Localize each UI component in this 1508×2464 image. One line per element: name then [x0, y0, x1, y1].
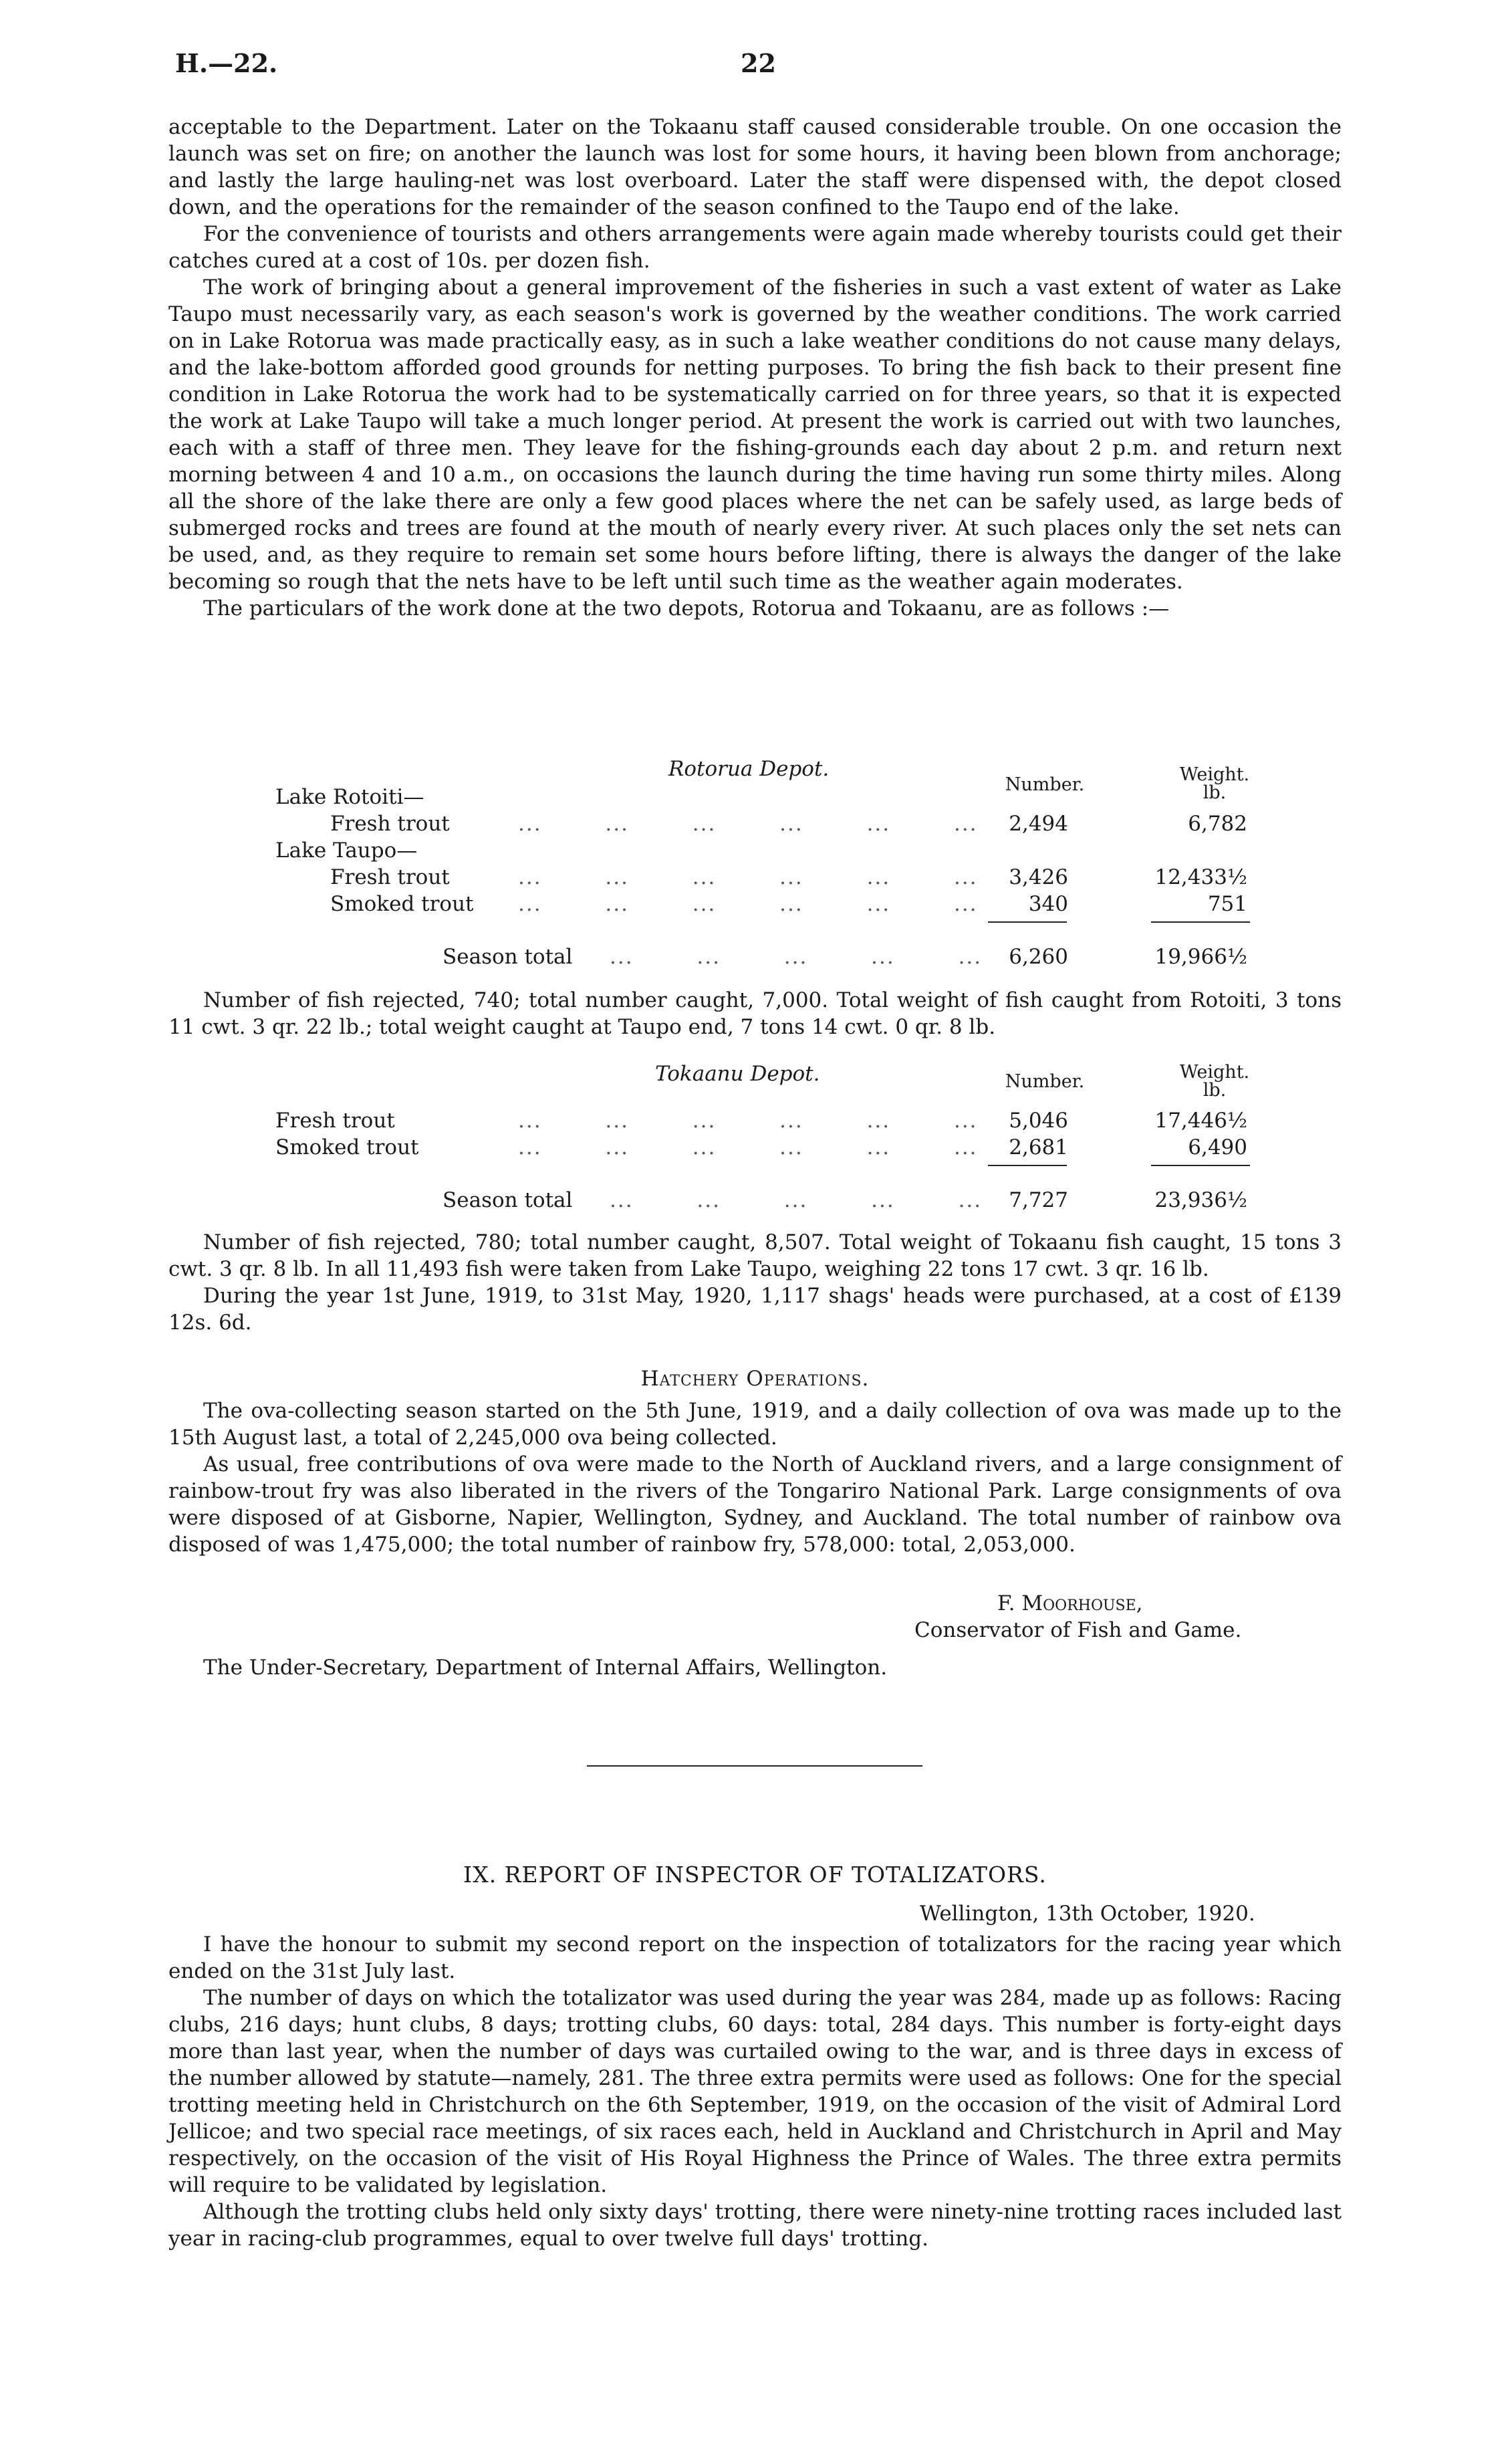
season-total-number: 6,260 — [1009, 945, 1068, 969]
row-weight: 12,433½ — [1154, 865, 1247, 889]
rotorua-number-header: Number. — [1005, 774, 1085, 795]
season-total-label: Season total — [443, 945, 573, 969]
document-page: H.—22. 22 acceptable to the Department. Later on the Tokaanu staff caused considerable trouble. On one occasion the launch was set on fire; on another the launch was lost for some hours, it having been blown from anchorage; and lastly the large hauling-net was lost overboard. Later the staff were dispensed with, the depot closed down, and the operations for the remainder of the season confined to the Taupo end of the lake. For the convenience of tourists and others arrangements were again made whereby tourists could get their catches cured at a cost of 10s. per dozen fish. The work of bringing about a general improvement of the fisheries in such a vast extent of water as Lake Taupo must necessarily vary, as each season's work is governed by the weather conditions. The work carried on in Lake Rotorua was made practically easy, as in such a lake weather conditions do not cause many delays, and the lake-bottom afforded good grounds for netting purposes. To bring the fish back to their present fine condition in Lake Rotorua the work had to be systematically carried on for three years, so that it is expected the work at Lake Taupo will take a much longer period. At present the work is carried out with two launches, each with a staff of three men. They leave for the fishing-grounds each day about 2 p.m. and return next morning between 4 and 10 a.m., on occasions the launch during the time having run some thirty miles. Along all the shore of the lake there are only a few good places where the net can be safely used, as large beds of submerged rocks and trees are found at the mouth of nearly every river. At such places only the set nets can be used, and, as they require to remain set some hours before lifting, there is always the danger of the lake becoming so rough that the nets have to be left until such time as the weather again moderates. The particulars of the work done at the two depots, Rotorua and Tokaanu, are as follows :— Rotorua Depot. Number. Weight. lb. Lake Rotoiti— Fresh trout ... ... ... ... ... ... 2,494 6,782 Lake Taupo— Fresh trout ... ... ... ... ... ... 3,426 12,433½ Smoked trout ... ... ... ... ... ... 340 751 Season total ... ... ... ... ... 6,260 19,966½ Number of fish rejected, 740; total number caught, 7,000. Total weight of fish caught from Rotoiti, 3 tons 11 cwt. 3 qr. 22 lb.; total weight caught at Taupo end, 7 tons 14 cwt. 0 qr. 8 lb. Tokaanu Depot. Number. Weight. lb. Fresh trout ... ... ... ... ... ... 5,046 17,446½ Smoked trout ... ... ... ... ... ... 2,681 6,490 Season total ... ... ... ... ... 7,727 23,936½ Number of fish rejected, 780; total number caught, 8,507. Total weight of Tokaanu fish caught, 15 tons 3 cwt. 3 qr. 8 lb. In all 11,493 fish were taken from Lake Taupo, weighing 22 tons 17 cwt. 3 qr. 16 lb. During the year 1st June, 1919, to 31st May, 1920, 1,117 shags' heads were purchased, at a cost of £139 12s. 6d. Hatchery Operations. The ova-collecting season started on the 5th June, 1919, and a daily collection of ova was made up to the 15th August last, a total of 2,245,000 ova being collected. As usual, free contributions of ova were made to the North of Auckland rivers, and a large consignment of rainbow-trout fry was also liberated in the rivers of the Tongariro National Park. Large consignments of ova were disposed of at Gisborne, Napier, Wellington, Sydney, and Auckland. The total number of rainbow ova disposed of was 1,475,000; the total number of rainbow fry, 578,000: total, 2,053,000. F. Moorhouse, Conservator of Fish and Game. The Under-Secretary, Department of Internal Affairs, Wellington. IX. REPORT OF INSPECTOR OF TOTALIZATORS. Wellington, 13th October, 1920. I have the honour to submit my second report on the inspection of totalizators for the racing year which ended on the 31st July last. The number of days on which the totalizator was used during the year was 284, made up as follows: Racing clubs, 216 days; hunt clubs, 8 days; trotting clubs, 60 days: total, 284 days. This number is forty-eight days more than last year, when the number of days was curtailed owing to the war, and is three days in excess of the number allowed by statute—namely, 281. The three extra permits were used as follows: One for the special trotting meeting held in Christchurch on the 6th September, 1919, on the occasion of the visit of Admiral Lord Jellicoe; and two special race meetings, of six races each, held in Auckland and Christchurch in April and May respectively, on the occasion of the visit of His Royal Highness the Prince of Wales. The three extra permits will require to be validated by legislation. Although the trotting clubs held only sixty days' trotting, there were ninety-nine trotting races included last year in racing-club programmes, equal to over twelve full days' trotting. — [168, 48, 1342, 2251]
paragraph-tokaanu-rejected: Number of fish rejected, 780; total number caught, 8,507. Total weight of Tokaanu fish caught, 15 tons 3 cwt. 3 qr. 8 lb. In all 11,493 fish were taken from Lake Taupo, weighing 22 tons 17 cwt. 3 qr. 16 lb. — [168, 1230, 1342, 1281]
row-label: Fresh trout — [330, 865, 450, 889]
totalizators-report — [168, 1931, 1342, 2252]
season-total-weight: 19,966½ — [1154, 945, 1247, 969]
row-number: 2,494 — [1009, 812, 1068, 836]
rotorua-table-title: Rotorua Depot. — [668, 757, 830, 781]
row-label: Fresh trout — [275, 1109, 395, 1133]
row-number: 5,046 — [1009, 1109, 1068, 1133]
row-label: Smoked trout — [330, 892, 474, 916]
paragraph-shags-heads: During the year 1st June, 1919, to 31st May, 1920, 1,117 shags' heads were purchased, at a cost of £139 12s. 6d. — [168, 1284, 1342, 1335]
paragraph-ova-collecting: The ova-collecting season started on the 5th June, 1919, and a daily collection of ova was made up to the 15th August last, a total of 2,245,000 ova being collected. — [168, 1399, 1342, 1450]
weight-subtotal-rule — [1151, 1165, 1250, 1166]
number-subtotal-rule — [988, 921, 1067, 923]
section-ix-heading: IX. REPORT OF INSPECTOR OF TOTALIZATORS. — [463, 1862, 1047, 1888]
signature-name: F. Moorhouse, — [997, 1591, 1143, 1615]
row-number: 3,426 — [1009, 865, 1068, 889]
season-total-weight: 23,936½ — [1154, 1188, 1247, 1212]
row-weight: 17,446½ — [1154, 1109, 1247, 1133]
paragraph-fisheries-work: The work of bringing about a general improvement of the fisheries in such a vast extent of water as Lake Taupo must necessarily vary, as each season's work is governed by the weather conditions. The work carried on in Lake Rotorua was made practically easy, as in such a lake weather conditions do not cause many delays, and the lake-bottom afforded good grounds for netting purposes. To bring the fish back to their present fine condition in Lake Rotorua the work had to be systematically carried on for three years, so that it is expected the work at Lake Taupo will take a much longer period. At present the work is carried out with two launches, each with a staff of three men. They leave for the fishing-grounds each day about 2 p.m. and return next morning between 4 and 10 a.m., on occasions the launch during the time having run some thirty miles. Along all the shore of the lake there are only a few good places where the net can be safely used, as large beds of submerged rocks and trees are found at the mouth of nearly every river. At such places only the set nets can be used, and, as they require to remain set some hours before lifting, there is always the danger of the lake becoming so rough that the nets have to be left until such time as the weather again moderates. — [168, 275, 1342, 594]
group-lake-rotoiti: Lake Rotoiti— — [275, 785, 424, 809]
document-reference: H.—22. — [175, 48, 278, 78]
rotorua-weight-unit: lb. — [1203, 782, 1227, 803]
tokaanu-table-title: Tokaanu Depot. — [655, 1062, 820, 1086]
paragraph-tourists: For the convenience of tourists and others arrangements were again made whereby tourists could get their catches cured at a cost of 10s. per dozen fish. — [168, 222, 1342, 273]
group-lake-taupo: Lake Taupo— — [275, 838, 418, 863]
row-number: 2,681 — [1009, 1135, 1068, 1159]
weight-subtotal-rule — [1151, 921, 1250, 923]
signature-title: Conservator of Fish and Game. — [914, 1618, 1242, 1642]
rotorua-weight-header: Weight. — [1179, 764, 1250, 785]
section-divider — [587, 1765, 922, 1767]
page-number: 22 — [741, 48, 776, 78]
tokaanu-notes — [168, 1229, 1342, 1336]
dateline: Wellington, 13th October, 1920. — [920, 1902, 1255, 1926]
number-subtotal-rule — [988, 1165, 1067, 1166]
paragraph-trotting-clubs: Although the trotting clubs held only sixty days' trotting, there were ninety-nine trotting races included last year in racing-club programmes, equal to over twelve full days' trotting. — [168, 2200, 1342, 2251]
paragraph-continuation: acceptable to the Department. Later on the Tokaanu staff caused considerable trouble. On one occasion the launch was set on fire; on another the launch was lost for some hours, it having been blown from anchorage; and lastly the large hauling-net was lost overboard. Later the staff were dispensed with, the depot closed down, and the operations for the remainder of the season confined to the Taupo end of the lake. — [168, 115, 1342, 219]
row-weight: 6,490 — [1188, 1135, 1247, 1159]
hatchery-heading: Hatchery Operations. — [640, 1367, 870, 1391]
paragraph-totalizator-days: The number of days on which the totalizator was used during the year was 284, made up as follows: Racing clubs, 216 days; hunt clubs, 8 days; trotting clubs, 60 days: total, 284 days. This number is forty-eight days more than last year, when the number of days was curtailed owing to the war, and is three days in excess of the number allowed by statute—namely, 281. The three extra permits were used as follows: One for the special trotting meeting held in Christchurch on the 6th September, 1919, on the occasion of the visit of Admiral Lord Jellicoe; and two special race meetings, of six races each, held in Auckland and Christchurch in April and May respectively, on the occasion of the visit of His Royal Highness the Prince of Wales. The three extra permits will require to be validated by legislation. — [168, 1986, 1342, 2197]
row-label: Smoked trout — [275, 1135, 419, 1159]
tokaanu-weight-unit: lb. — [1203, 1080, 1227, 1101]
hatchery-section — [168, 1397, 1342, 1558]
addressee: The Under-Secretary, Department of Internal Affairs, Wellington. — [203, 1656, 888, 1680]
row-label: Fresh trout — [330, 812, 450, 836]
paragraph-second-report: I have the honour to submit my second report on the inspection of totalizators for the racing year which ended on the 31st July last. — [168, 1932, 1342, 1983]
addressee-block — [168, 1654, 1342, 1681]
row-number: 340 — [1028, 892, 1068, 916]
tokaanu-number-header: Number. — [1005, 1071, 1085, 1092]
intro-section — [168, 114, 1342, 622]
rotorua-note — [168, 987, 1342, 1040]
paragraph-rotorua-rejected: Number of fish rejected, 740; total number caught, 7,000. Total weight of fish caught from Rotoiti, 3 tons 11 cwt. 3 qr. 22 lb.; total weight caught at Taupo end, 7 tons 14 cwt. 0 qr. 8 lb. — [168, 988, 1342, 1039]
paragraph-particulars: The particulars of the work done at the two depots, Rotorua and Tokaanu, are as follows :— — [203, 596, 1170, 621]
tokaanu-weight-header: Weight. — [1179, 1062, 1250, 1083]
row-weight: 751 — [1207, 892, 1247, 916]
season-total-number: 7,727 — [1009, 1188, 1068, 1212]
paragraph-ova-contributions: As usual, free contributions of ova were made to the North of Auckland rivers, and a large consignment of rainbow-trout fry was also liberated in the rivers of the Tongariro National Park. Large consignments of ova were disposed of at Gisborne, Napier, Wellington, Sydney, and Auckland. The total number of rainbow ova disposed of was 1,475,000; the total number of rainbow fry, 578,000: total, 2,053,000. — [168, 1452, 1342, 1557]
season-total-label: Season total — [443, 1188, 573, 1212]
row-weight: 6,782 — [1188, 812, 1247, 836]
